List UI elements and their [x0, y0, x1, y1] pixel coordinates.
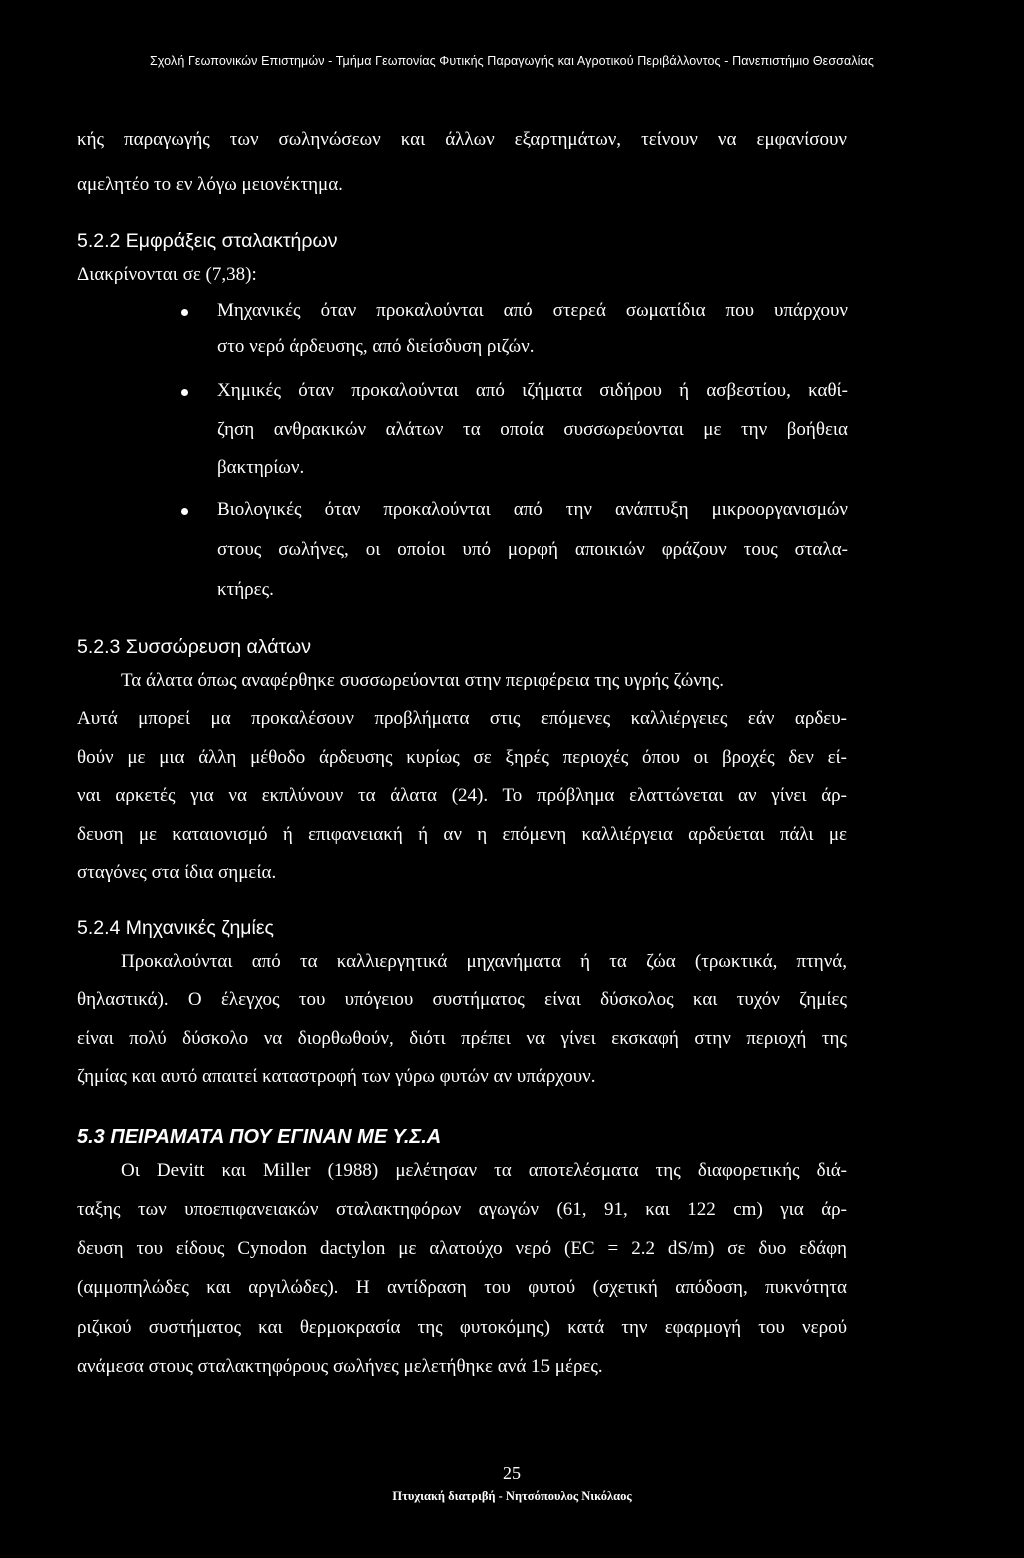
paragraph-line: αμελητέο το εν λόγω μειονέκτημα.: [77, 174, 343, 195]
paragraph-line: θούν με μια άλλη μέθοδο άρδευσης κυρίως σε ξηρές περιοχές όπου οι βροχές δεν εί-: [77, 747, 847, 768]
paragraph-line: ζημίας και αυτό απαιτεί καταστροφή των γύρω φυτών αν υπάρχουν.: [77, 1066, 596, 1087]
paragraph-line: δευση με καταιονισμό ή επιφανειακή ή αν η επόμενη καλλιέργεια αρδεύεται πάλι με: [77, 824, 847, 845]
bullet-icon: [181, 309, 188, 316]
paragraph-line: κής παραγωγής των σωληνώσεων και άλλων εξαρτημάτων, τείνουν να εμφανίσουν: [77, 129, 847, 150]
bullet-line: βακτηρίων.: [217, 457, 305, 478]
paragraph-line: ναι αρκετές για να εκπλύνουν τα άλατα (24). Το πρόβλημα ελαττώνεται αν γίνει άρ-: [77, 785, 847, 806]
paragraph-line: δευση του είδους Cynodon dactylon με αλατούχο νερό (EC = 2.2 dS/m) σε δυο εδάφη: [77, 1238, 847, 1259]
paragraph-line: Τα άλατα όπως αναφέρθηκε συσσωρεύονται στην περιφέρεια της υγρής ζώνης.: [121, 670, 725, 691]
bullet-line: στους σωλήνες, οι οποίοι υπό μορφή αποικιών φράζουν τους σταλα-: [217, 539, 848, 560]
bullet-icon: [181, 508, 188, 515]
paragraph-line: ριζικού συστήματος και θερμοκρασία της φυτοκόμης) κατά την εφαρμογή του νερού: [77, 1317, 847, 1338]
paragraph-line: σταγόνες στα ίδια σημεία.: [77, 862, 277, 883]
footer-note: Πτυχιακή διατριβή - Νητσόπουλος Νικόλαος: [392, 1489, 632, 1503]
paragraph-line: ταξης των υποεπιφανειακών σταλακτηφόρων αγωγών (61, 91, και 122 cm) για άρ-: [77, 1199, 847, 1220]
bullet-line: στο νερό άρδευσης, από διείσδυση ριζών.: [217, 336, 535, 357]
paragraph-line: Οι Devitt και Miller (1988) μελέτησαν τα αποτελέσματα της διαφορετικής διά-: [121, 1160, 847, 1181]
paragraph-line: ανάμεσα στους σταλακτηφόρους σωλήνες μελετήθηκε ανά 15 μέρες.: [77, 1356, 603, 1377]
bullet-icon: [181, 389, 188, 396]
running-header: Σχολή Γεωπονικών Επιστημών - Τμήμα Γεωπονίας Φυτικής Παραγωγής και Αγροτικού Περιβάλλοντος - Πανεπιστήμιο Θεσσαλίας: [150, 54, 874, 68]
paragraph-line: Προκαλούνται από τα καλλιεργητικά μηχανήματα ή τα ζώα (τρωκτικά, πτηνά,: [121, 951, 847, 972]
section-heading-5-3: 5.3 ΠΕΙΡΑΜΑΤΑ ΠΟΥ ΕΓΙΝΑΝ ΜΕ Υ.Σ.Α: [77, 1126, 442, 1148]
bullet-line: Βιολογικές όταν προκαλούνται από την ανάπτυξη μικροοργανισμών: [217, 499, 848, 520]
paragraph-line: είναι πολύ δύσκολο να διορθωθούν, διότι πρέπει να γίνει εκσκαφή στην περιοχή της: [77, 1028, 847, 1049]
page-number: 25: [503, 1463, 521, 1483]
bullet-line: κτήρες.: [217, 579, 274, 600]
bullet-line: ζηση ανθρακικών αλάτων τα οποία συσσωρεύονται με την βοήθεια: [217, 419, 848, 440]
section-heading-5-2-4: 5.2.4 Μηχανικές ζημίες: [77, 917, 274, 939]
section-heading-5-2-2: 5.2.2 Εμφράξεις σταλακτήρων: [77, 230, 338, 252]
bullet-line: Μηχανικές όταν προκαλούνται από στερεά σωματίδια που υπάρχουν: [217, 300, 848, 321]
bullet-line: Χημικές όταν προκαλούνται από ιζήματα σιδήρου ή ασβεστίου, καθί-: [217, 380, 848, 401]
section-heading-5-2-3: 5.2.3 Συσσώρευση αλάτων: [77, 636, 311, 658]
paragraph-line: (αμμοπηλώδες και αργιλώδες). Η αντίδραση του φυτού (σχετική απόδοση, πυκνότητα: [77, 1277, 847, 1298]
section-intro: Διακρίνονται σε (7,38):: [77, 264, 257, 285]
paragraph-line: θηλαστικά). Ο έλεγχος του υπόγειου συστήματος είναι δύσκολος και τυχόν ζημίες: [77, 989, 847, 1010]
paragraph-line: Αυτά μπορεί μα προκαλέσουν προβλήματα στις επόμενες καλλιέργειες εάν αρδευ-: [77, 708, 847, 729]
